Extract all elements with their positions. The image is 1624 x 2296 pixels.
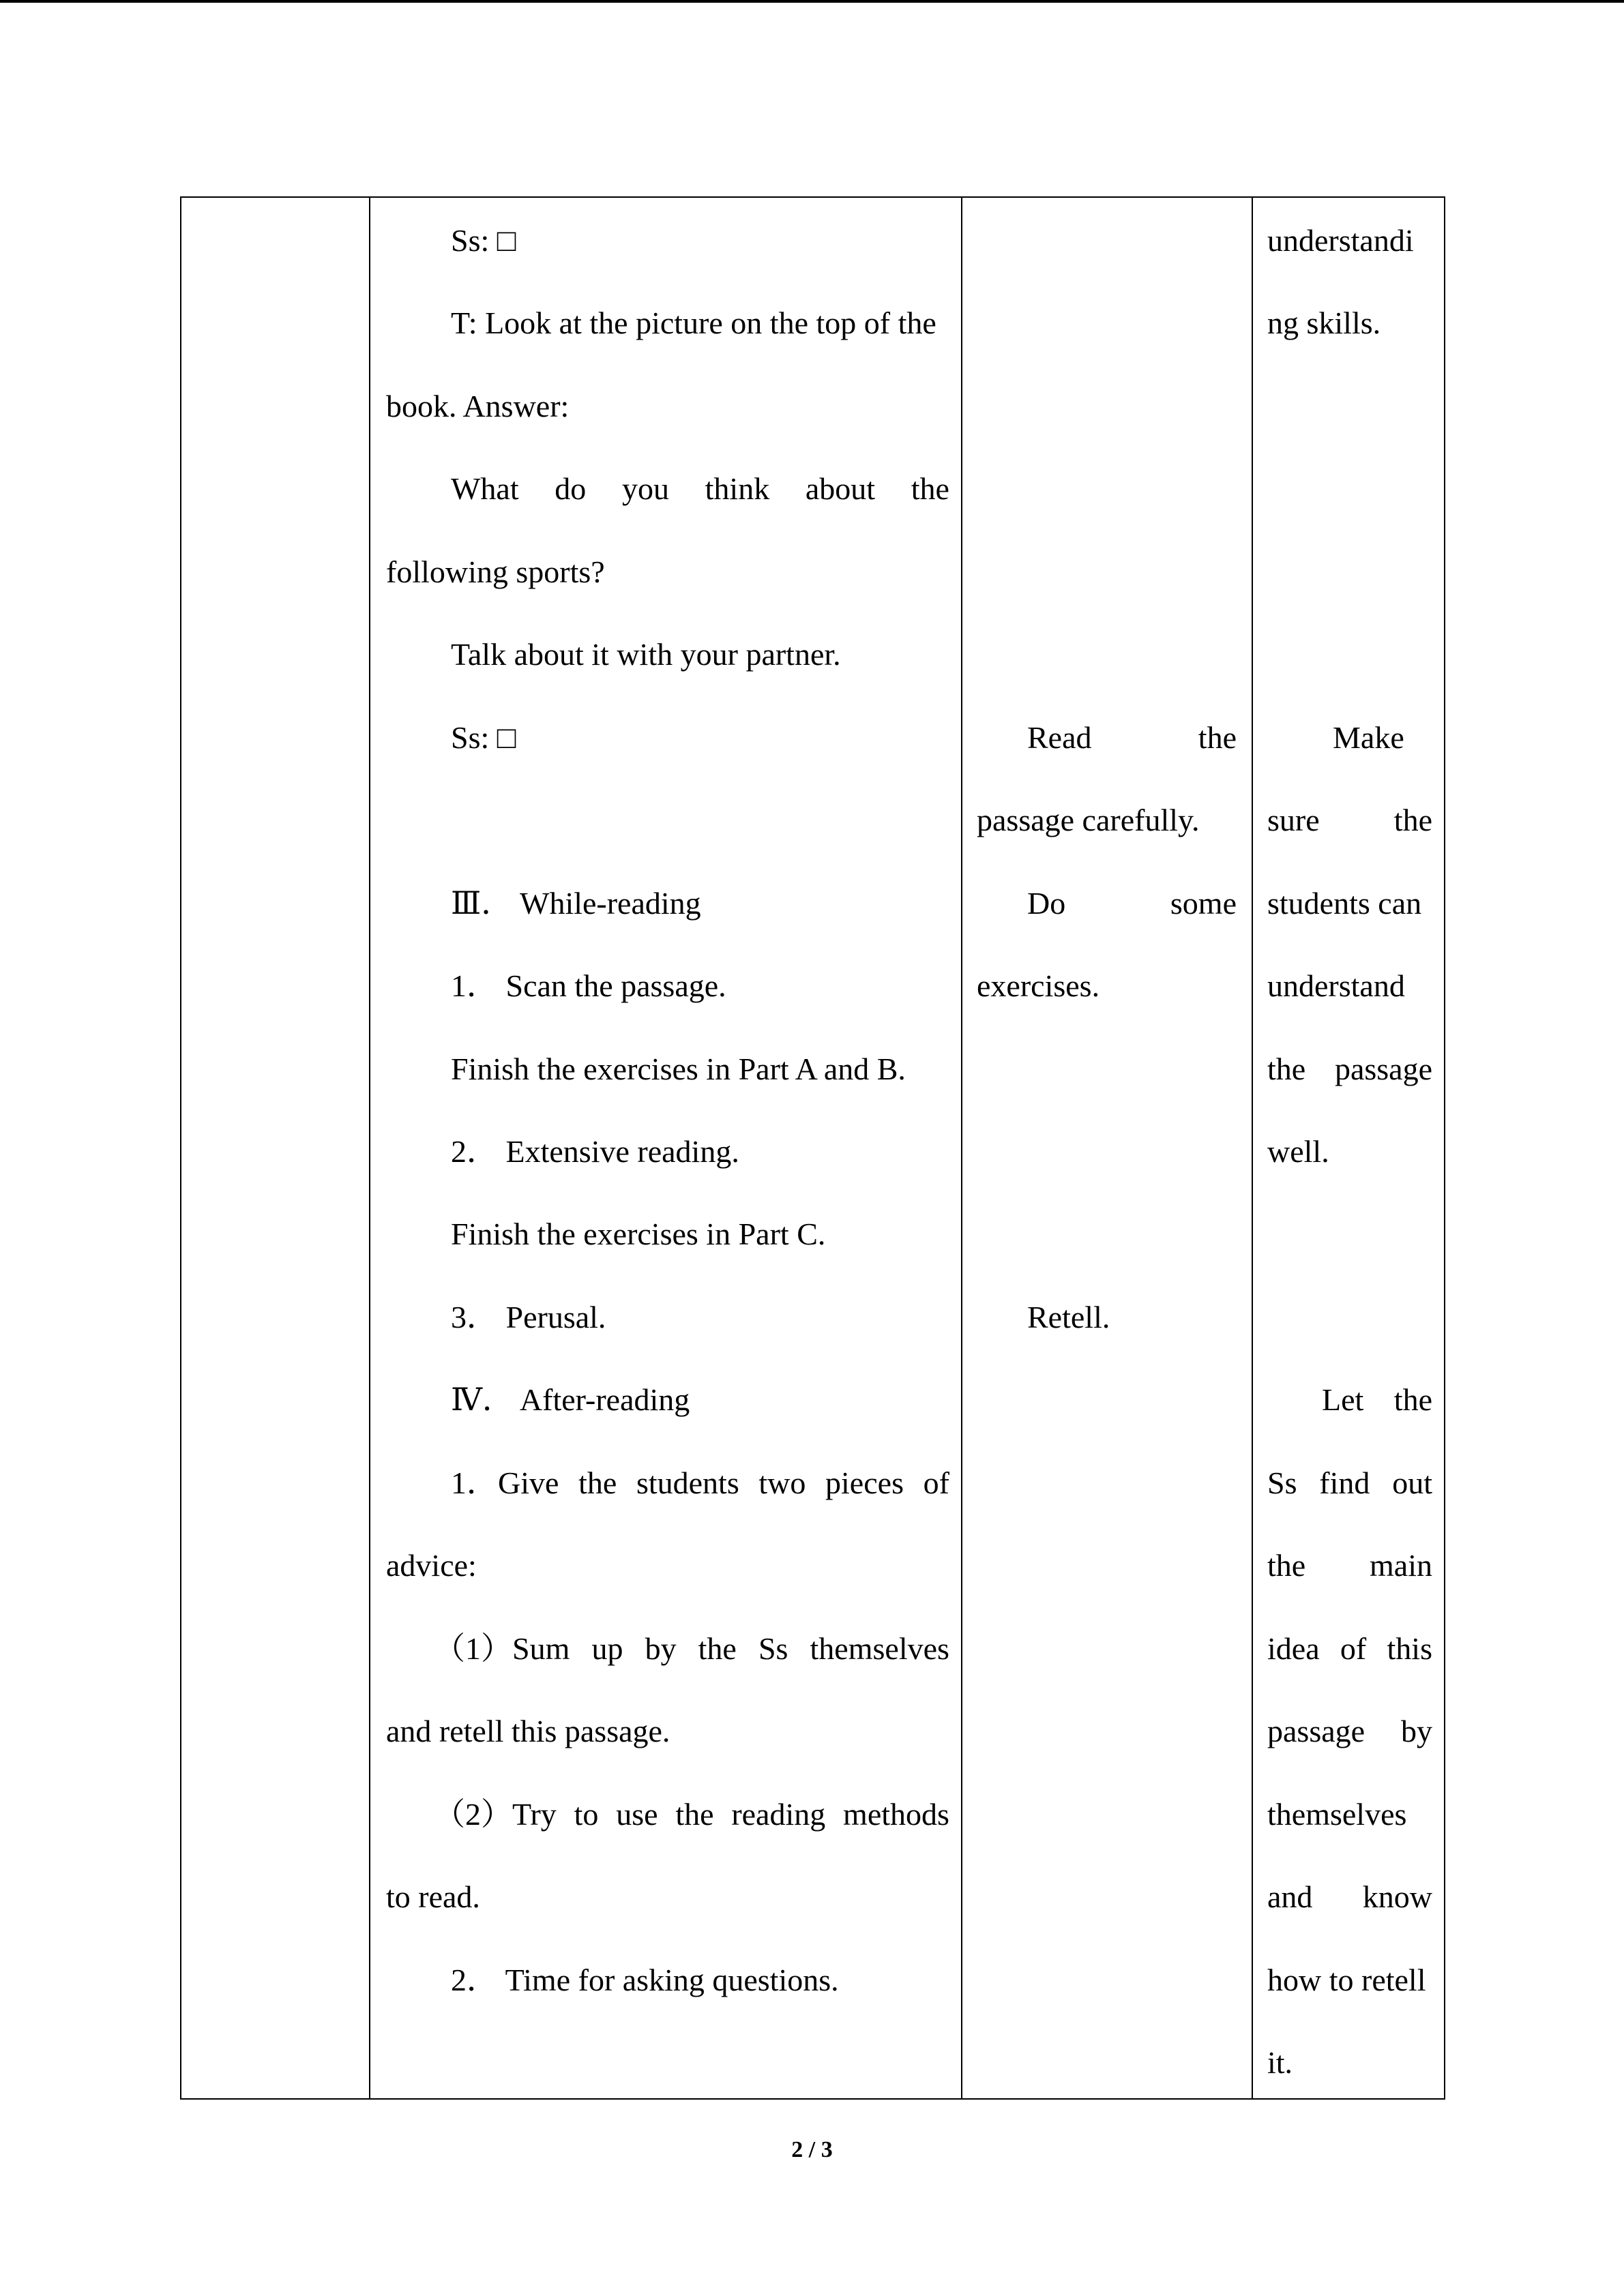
top-border-line <box>0 0 1624 3</box>
procedure-line: advice: <box>386 1548 477 1583</box>
purpose-line: it. <box>1267 2045 1293 2080</box>
procedure-line: 1． Scan the passage. <box>451 968 726 1003</box>
purpose-line: ng skills. <box>1267 305 1381 340</box>
procedure-line: and retell this passage. <box>386 1714 670 1748</box>
procedure-cell <box>370 198 961 2098</box>
section-heading: Ⅲ． While-reading <box>451 886 701 921</box>
procedure-line: following sports? <box>386 554 605 589</box>
procedure-line: （1）Sum up by the Ss themselves <box>434 1631 949 1666</box>
purpose-line: students can <box>1267 886 1422 921</box>
procedure-line: 2． Time for asking questions. <box>451 1963 839 1997</box>
purpose-line: Let the <box>1322 1382 1432 1417</box>
activity-line: passage carefully. <box>977 803 1200 837</box>
purpose-line: sure the <box>1267 803 1432 837</box>
procedure-line: book. Answer: <box>386 389 570 423</box>
activity-line: Retell. <box>1027 1300 1110 1335</box>
activity-line: Do some <box>1027 886 1237 921</box>
purpose-line: themselves <box>1267 1797 1407 1832</box>
activity-line: Read the <box>1027 720 1237 755</box>
lesson-plan-table <box>180 196 1445 2100</box>
purpose-line: understand <box>1267 968 1405 1003</box>
procedure-line: to read. <box>386 1879 480 1914</box>
purpose-line: Ss find out <box>1267 1465 1432 1500</box>
procedure-line: What do you think about the <box>451 471 949 506</box>
student-activity-cell <box>962 198 1252 2098</box>
purpose-line: the main <box>1267 1548 1432 1583</box>
purpose-line: how to retell <box>1267 1963 1426 1997</box>
procedure-line: 2． Extensive reading. <box>451 1134 739 1169</box>
purpose-line: understandi <box>1267 223 1414 258</box>
purpose-cell <box>1253 198 1445 2098</box>
procedure-line: Ss: □ <box>451 223 516 258</box>
purpose-line: well. <box>1267 1134 1329 1169</box>
purpose-line: and know <box>1267 1879 1432 1914</box>
procedure-line: Finish the exercises in Part C. <box>451 1217 826 1251</box>
procedure-line: T: Look at the picture on the top of the <box>451 305 936 340</box>
procedure-line: Finish the exercises in Part A and B. <box>451 1052 906 1086</box>
procedure-line: 3． Perusal. <box>451 1300 606 1335</box>
purpose-line: the passage <box>1267 1052 1432 1086</box>
activity-line: exercises. <box>977 968 1100 1003</box>
purpose-line: passage by <box>1267 1714 1432 1748</box>
procedure-line: （2）Try to use the reading methods <box>434 1797 949 1832</box>
procedure-line: Talk about it with your partner. <box>451 637 841 672</box>
purpose-line: idea of this <box>1267 1631 1432 1666</box>
purpose-line: Make <box>1333 720 1404 755</box>
section-heading: Ⅳ． After-reading <box>451 1382 690 1417</box>
procedure-line: Ss: □ <box>451 720 516 755</box>
page-number: 2 / 3 <box>791 2137 833 2162</box>
step-cell <box>181 198 369 2098</box>
procedure-line: 1．Give the students two pieces of <box>451 1465 949 1500</box>
